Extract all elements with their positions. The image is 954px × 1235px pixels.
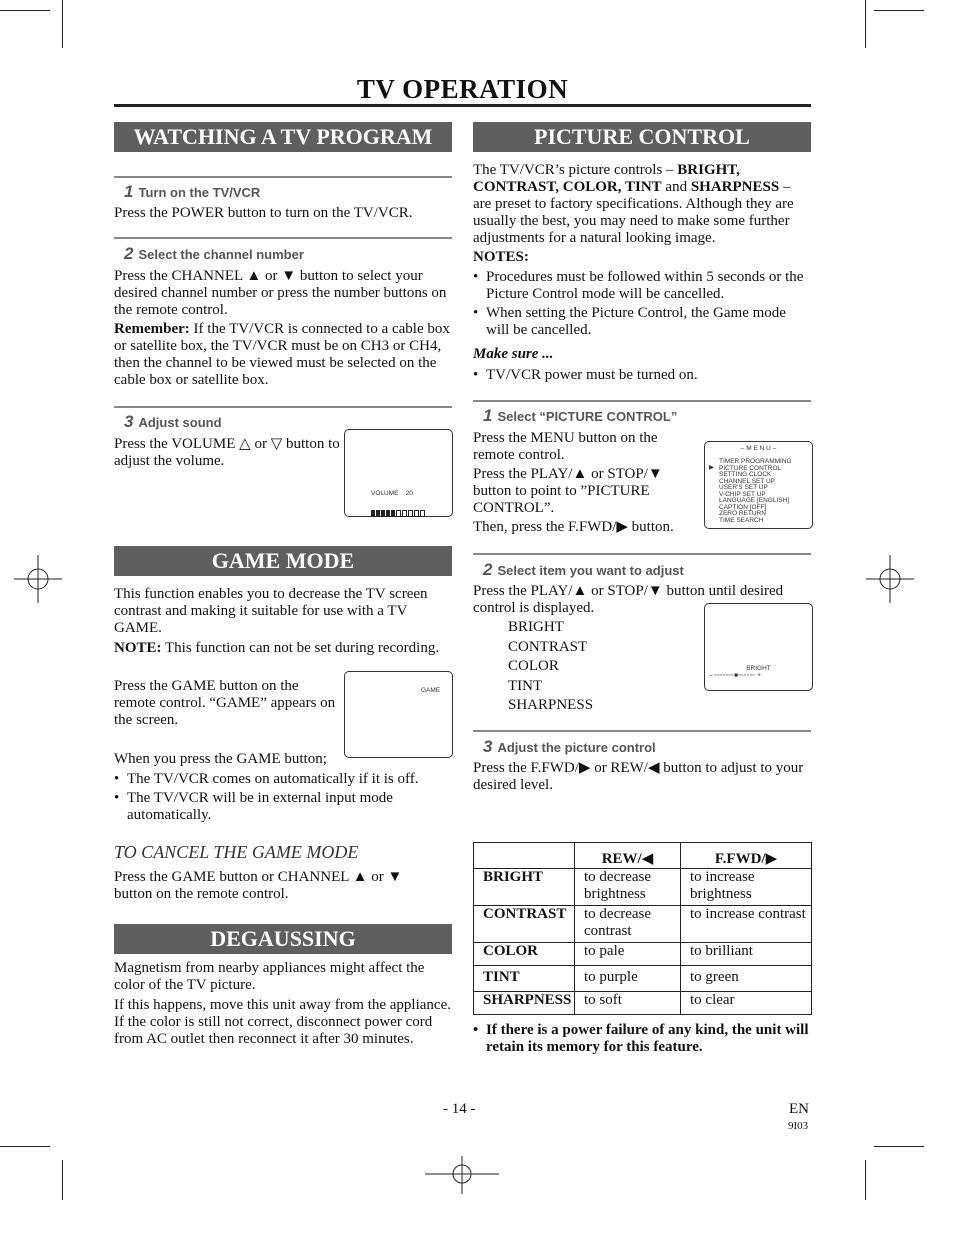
registration-mark-icon bbox=[866, 555, 914, 603]
list-item: TINT bbox=[508, 677, 543, 694]
table-cell: to soft bbox=[575, 992, 681, 1015]
table-cell: to green bbox=[681, 966, 812, 992]
section-header-game: GAME MODE bbox=[114, 546, 452, 576]
menu-item: CAPTION [OFF] bbox=[719, 503, 767, 511]
step-rule bbox=[114, 406, 452, 408]
list-item: • TV/VCR power must be turned on. bbox=[473, 367, 808, 384]
list-item: • When setting the Picture Control, the Game mode will be cancelled. bbox=[473, 305, 808, 339]
step-text: Press the CHANNEL ▲ or ▼ button to select your desired channel number or press the number buttons on the remote control. Remember: If the TV/VCR is connected to a cable box or satellite box, the TV/VCR must be on CH3 or CH4, then the channel to be viewed must be selected on the cable box or satellite box. bbox=[114, 268, 450, 388]
page-number: - 14 - bbox=[443, 1101, 476, 1117]
step-text: Press the PLAY/▲ or STOP/▼ button until desired control is displayed. bbox=[473, 583, 784, 616]
table-cell: SHARPNESS bbox=[474, 992, 575, 1015]
picture-control-table bbox=[473, 842, 812, 1015]
table-cell: to clear bbox=[681, 992, 812, 1015]
step-text: Press the F.FWD/▶ or REW/◀ button to adjust to your desired level. bbox=[473, 760, 804, 793]
game-when: When you press the GAME button; bbox=[114, 751, 327, 767]
registration-mark-icon bbox=[14, 555, 62, 603]
table-cell: to decrease contrast bbox=[575, 906, 681, 943]
crop-mark bbox=[0, 10, 50, 11]
table-cell: CONTRAST bbox=[474, 906, 575, 943]
crop-mark bbox=[865, 0, 866, 48]
make-sure-list bbox=[473, 367, 808, 384]
doc-code: 9I03 bbox=[788, 1120, 809, 1132]
step-heading: 3 Adjust sound bbox=[124, 412, 222, 431]
table-cell: to brilliant bbox=[681, 943, 812, 966]
list-item: COLOR bbox=[508, 658, 559, 674]
step-heading: 1 Turn on the TV/VCR bbox=[124, 182, 261, 201]
table-cell: COLOR bbox=[474, 943, 575, 966]
step-rule bbox=[473, 730, 811, 732]
step-text: Press the VOLUME △ or ▽ button to adjust the volume. bbox=[114, 436, 340, 469]
language-code: EN bbox=[789, 1101, 809, 1117]
game-press: Press the GAME button on the remote control. “GAME” appears on the screen. bbox=[114, 678, 336, 728]
table-cell: TINT bbox=[474, 966, 575, 992]
menu-item: CHANNEL SET UP bbox=[719, 477, 775, 485]
crop-mark bbox=[874, 1146, 924, 1147]
section-header-watching: WATCHING A TV PROGRAM bbox=[114, 122, 452, 152]
volume-label: VOLUME 20 bbox=[371, 490, 413, 497]
notes-list bbox=[473, 269, 808, 339]
table-row bbox=[474, 906, 812, 943]
table-header-cell bbox=[474, 843, 575, 869]
table-cell: to increase brightness bbox=[681, 869, 812, 906]
adjust-items bbox=[508, 619, 593, 717]
step-text: Press the MENU button on the remote control. Press the PLAY/▲ or STOP/▼ button to point to ”PICTURE CONTROL”. Then, press the F.FWD/▶ button. bbox=[473, 430, 674, 535]
step-text: Press the POWER button to turn on the TV/VCR. bbox=[114, 205, 413, 221]
menu-item: SETTING CLOCK bbox=[719, 471, 772, 478]
page-title: TV OPERATION bbox=[356, 74, 569, 104]
remember-label: Remember: bbox=[114, 321, 190, 337]
table-row bbox=[474, 966, 812, 992]
list-item: CONTRAST bbox=[508, 638, 588, 655]
section-header-degauss: DEGAUSSING bbox=[114, 924, 452, 954]
table-row bbox=[474, 869, 812, 906]
table-row bbox=[474, 943, 812, 966]
list-item: • The TV/VCR comes on automatically if it is off. bbox=[114, 771, 444, 788]
power-note bbox=[473, 1022, 811, 1056]
bright-slider: – ▫▫▫▫▫▫▫■▫▫▫▫▫▫ + bbox=[709, 672, 761, 679]
list-item: • If there is a power failure of any kind, the unit will retain its memory for this feature. bbox=[473, 1022, 811, 1056]
section-header-picture: PICTURE CONTROL bbox=[473, 122, 811, 152]
game-note: NOTE: This function can not be set during recording. bbox=[114, 640, 440, 656]
table-cell: to decrease brightness bbox=[575, 869, 681, 906]
table-row bbox=[474, 992, 812, 1015]
step-heading: 3 Adjust the picture control bbox=[483, 737, 656, 756]
list-item: SHARPNESS bbox=[508, 697, 594, 713]
step-rule bbox=[114, 176, 452, 178]
step-rule bbox=[473, 553, 811, 555]
table-cell: to purple bbox=[575, 966, 681, 992]
crop-mark bbox=[0, 1146, 50, 1147]
menu-item: V-CHIP SET UP bbox=[719, 490, 766, 498]
degauss-p1: Magnetism from nearby appliances might affect the color of the TV picture. bbox=[114, 960, 425, 993]
menu-screen bbox=[704, 441, 813, 529]
notes-label: NOTES: bbox=[473, 249, 529, 265]
step-heading: 2 Select the channel number bbox=[124, 244, 304, 263]
menu-pointer-icon: ▶ bbox=[709, 464, 714, 471]
table-header-cell: F.FWD/▶ bbox=[681, 843, 812, 869]
table-header-cell: REW/◀ bbox=[575, 843, 681, 869]
title-rule bbox=[114, 104, 811, 107]
crop-mark bbox=[874, 10, 924, 11]
menu-list bbox=[719, 459, 792, 524]
cancel-text: Press the GAME button or CHANNEL ▲ or ▼ button on the remote control. bbox=[114, 869, 403, 902]
list-item: • Procedures must be followed within 5 seconds or the Picture Control mode will be cancelled. bbox=[473, 269, 808, 303]
game-screen bbox=[344, 671, 453, 758]
cancel-heading: TO CANCEL THE GAME MODE bbox=[114, 842, 359, 862]
step-heading: 1 Select “PICTURE CONTROL” bbox=[483, 406, 678, 425]
crop-mark bbox=[865, 1160, 866, 1200]
table-cell: BRIGHT bbox=[474, 869, 575, 906]
game-intro: This function enables you to decrease the TV screen contrast and making it suitable for use with a TV GAME. bbox=[114, 586, 428, 636]
volume-screen bbox=[344, 429, 453, 517]
menu-title: – M E N U – bbox=[740, 445, 777, 452]
table-cell: to pale bbox=[575, 943, 681, 966]
menu-item: LANGUAGE [ENGLISH] bbox=[719, 497, 790, 504]
menu-item: TIME SEARCH bbox=[719, 516, 764, 524]
menu-item: TIMER PROGRAMMING bbox=[719, 458, 792, 465]
list-item: • The TV/VCR will be in external input mode automatically. bbox=[114, 790, 444, 824]
table-cell: to increase contrast bbox=[681, 906, 812, 943]
step-heading: 2 Select item you want to adjust bbox=[483, 560, 684, 579]
degauss-p2: If this happens, move this unit away from the appliance. If the color is still not correct, disconnect power cord from AC outlet then reconnect it after 30 minutes. bbox=[114, 997, 451, 1047]
picture-intro: The TV/VCR’s picture controls – BRIGHT, CONTRAST, COLOR, TINT and SHARPNESS – are preset to factory specifications. Although they are usually the best, you may need to make some further adjustments for a natural looking image. bbox=[473, 162, 794, 246]
crop-mark bbox=[62, 1160, 63, 1200]
step-rule bbox=[114, 237, 452, 239]
list-item: BRIGHT bbox=[508, 619, 564, 635]
step-rule bbox=[473, 400, 811, 402]
volume-bar bbox=[371, 499, 426, 517]
menu-item: ZERO RETURN bbox=[719, 510, 766, 517]
menu-item: PICTURE CONTROL bbox=[719, 464, 782, 472]
table-header-row bbox=[474, 843, 812, 869]
bright-label: BRIGHT bbox=[746, 665, 771, 672]
registration-mark-icon bbox=[425, 1152, 499, 1196]
crop-mark bbox=[62, 0, 63, 48]
game-screen-label: GAME bbox=[421, 687, 441, 694]
bright-screen bbox=[704, 603, 813, 691]
game-bullets bbox=[114, 771, 444, 824]
menu-item: USER'S SET UP bbox=[719, 484, 768, 491]
make-sure-label: Make sure ... bbox=[473, 346, 554, 362]
